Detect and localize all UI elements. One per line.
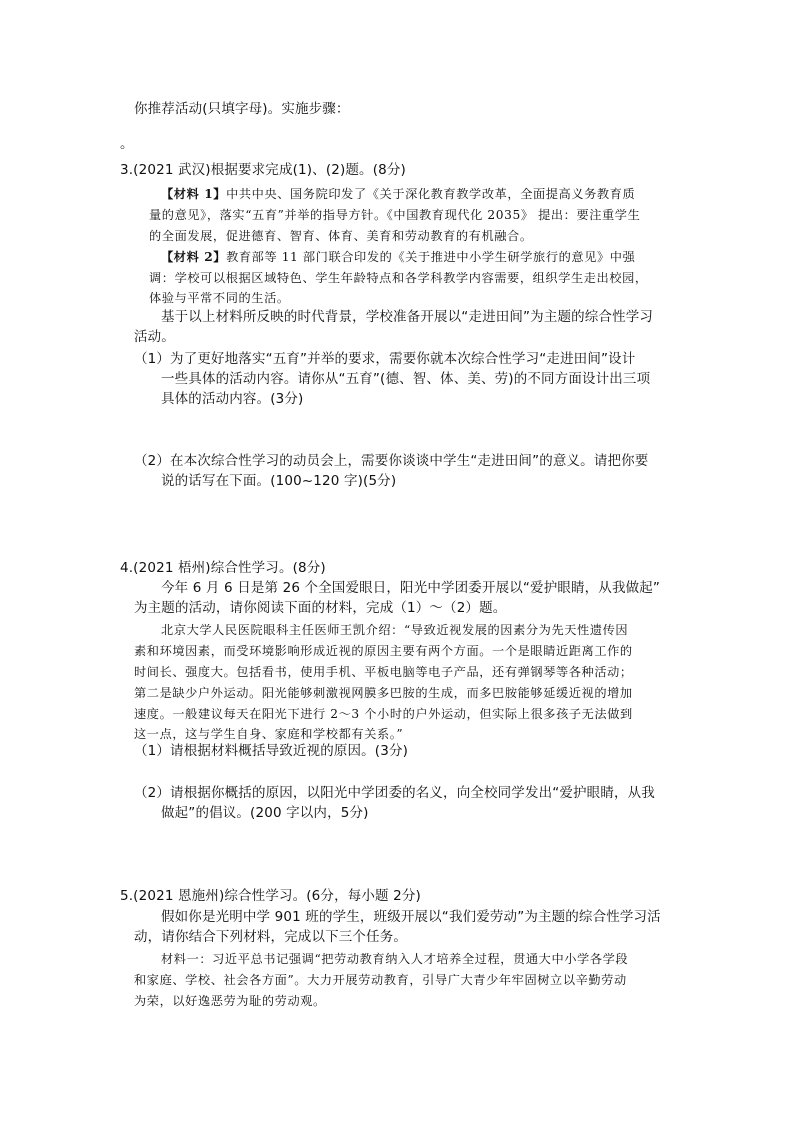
q4-title: 4.(2021 梧州)综合性学习。(8分) [120,560,326,576]
q4-intro-line-2: 为主题的活动，请你阅读下面的材料，完成（1）～（2）题。 [134,600,507,616]
q4-material-line-1: 北京大学人民医院眼科主任医师王凯介绍：“导致近视发展的因素分为先天性遗传因 [161,623,629,637]
q4-intro-line-1: 今年 6 月 6 日是第 26 个全国爱眼日，阳光中学团委开展以“爱护眼睛，从我做起” [161,580,661,596]
q3-sub1-line-3: 具体的活动内容。(3分) [161,391,304,407]
recommend-line: 你推荐活动(只填字母)。实施步骤： [134,101,350,117]
q3-material-1-line-2: 量的意见》，落实“五育”并举的指导方针。《中国教育现代化 2035》 提出：要注重学生 [149,208,641,222]
q4-sub1: （1）请根据材料概括导致近视的原因。(3分) [134,743,409,759]
q4-material-line-5: 速度。一般建议每天在阳光下进行 2～3 个小时的户外运动，但实际上很多孩子无法做到 [134,707,633,721]
q4-material-line-3: 时间长、强度大。包括看书，使用手机、平板电脑等电子产品，还有弹钢琴等各种活动； [134,665,633,679]
q3-sub2-line-2: 说的话写在下面。(100~120 字)(5分) [161,473,397,489]
q3-material-1-line-3: 的全面发展，促进德育、智育、体育、美育和劳动教育的有机融合。 [149,229,533,243]
q5-material-line-2: 和家庭、学校、社会各方面”。大力开展劳动教育，引导广大青少年牢固树立以辛勤劳动 [134,973,627,987]
q5-material-line-1: 材料一：习近平总书记强调“把劳动教育纳入人才培养全过程，贯通大中小学各学段 [161,952,629,966]
q3-material-2-label: 【材料 2】 [161,250,227,264]
q5-intro-line-2: 动，请你结合下列材料，完成以下三个任务。 [134,929,407,945]
q5-material-line-3: 为荣，以好逸恶劳为耻的劳动观。 [134,994,326,1008]
q3-sub1-line-2: 一些具体的活动内容。请你从“五育”(德、智、体、美、劳)的不同方面设计出三项 [161,371,651,387]
q4-sub2-line-1: （2）请根据你概括的原因，以阳光中学团委的名义，向全校同学发出“爱护眼睛，从我 [134,785,655,801]
q4-sub2-line-2: 做起”的倡议。(200 字以内，5分) [161,805,369,821]
q3-material-2-line-3: 体验与平常不同的生活。 [149,291,290,305]
blank-end-dot: 。 [120,136,134,152]
q3-sub1-line-1: （1）为了更好地落实“五育”并举的要求，需要你就本次综合性学习“走进田间”设计 [134,351,636,367]
q3-material-1-label: 【材料 1】 [161,187,227,201]
q3-sub2-line-1: （2）在本次综合性学习的动员会上，需要你谈谈中学生“走进田间”的意义。请把你要 [134,453,649,469]
q4-material-line-6: 这一点，这与学生自身、家庭和学校都有关系。” [134,727,404,741]
q4-material-line-4: 第二是缺少户外运动。阳光能够刺激视网膜多巴胺的生成，而多巴胺能够延缓近视的增加 [134,686,633,700]
q3-title: 3.(2021 武汉)根据要求完成(1)、(2)题。(8分) [120,162,406,178]
q4-material-line-2: 素和环境因素，而受环境影响形成近视的原因主要有两个方面。一个是眼睛近距离工作的 [134,644,633,658]
q5-intro-line-1: 假如你是光明中学 901 班的学生，班级开展以“我们爱劳动”为主题的综合性学习活 [161,909,661,925]
q3-background-line-2: 活动。 [134,329,175,345]
q3-material-2-line-1: 【材料 2】教育部等 11 部门联合印发的《关于推进中小学生研学旅行的意见》中强 [161,250,636,264]
q3-background-line-1: 基于以上材料所反映的时代背景，学校准备开展以“走进田间”为主题的综合性学习 [161,309,654,325]
q3-material-2-line-2: 调：学校可以根据区域特色、学生年龄特点和各学科教学内容需要，组织学生走出校园， [149,271,648,285]
q3-material-1-line-1: 【材料 1】中共中央、国务院印发了《关于深化教育教学改革，全面提高义务教育质 [161,187,636,201]
q5-title: 5.(2021 恩施州)综合性学习。(6分，每小题 2分) [120,888,421,904]
